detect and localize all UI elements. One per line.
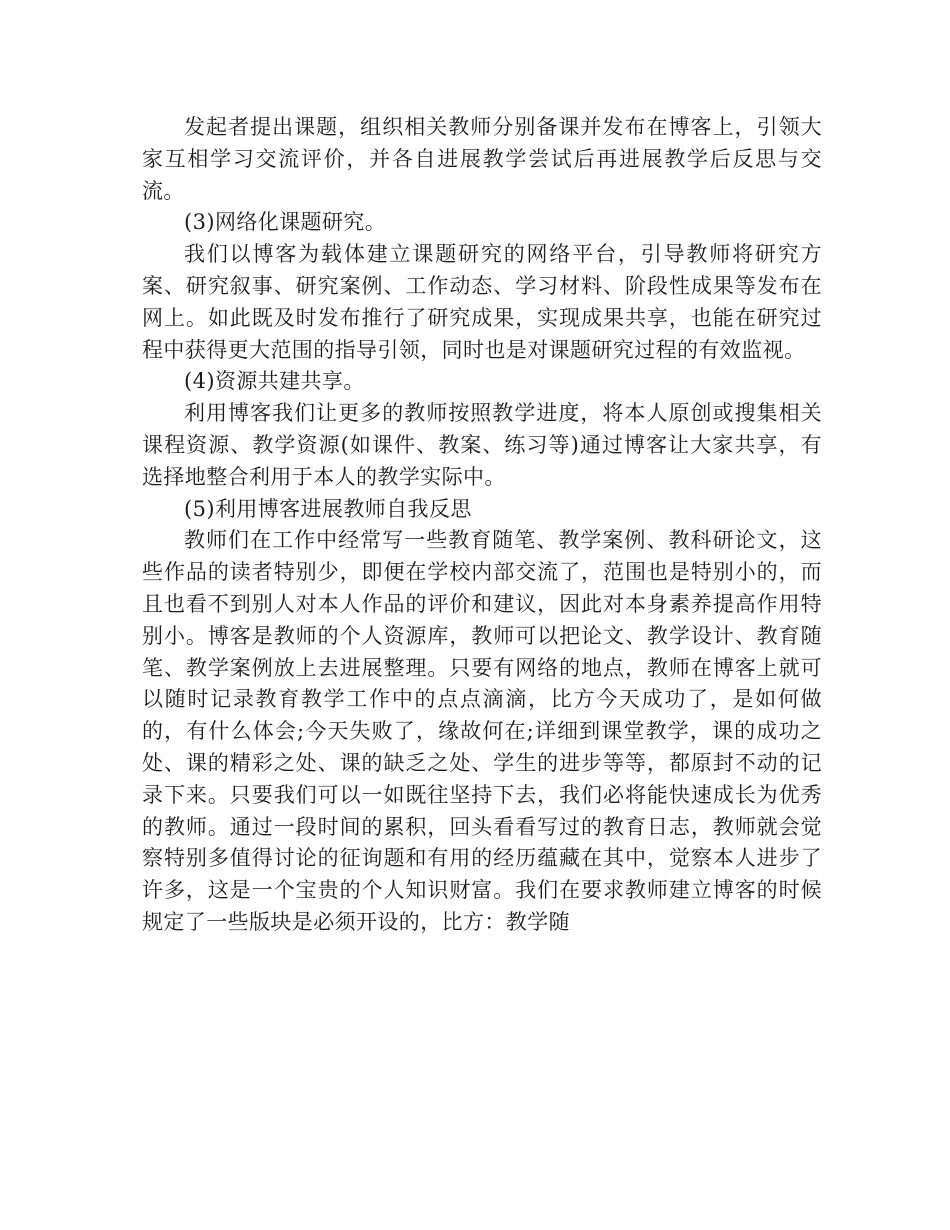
section-heading-3: (3)网络化课题研究。 [184,210,387,235]
paragraph-resources: 利用博客我们让更多的教师按照教学进度，将本人原创或搜集相关课程资源、教学资源(如课件、教案、练习等)通过博客让大家共享，有选择地整合利用于本人的教学实际中。 [142,401,822,489]
paragraph-reflection: 教师们在工作中经常写一些教育随笔、教学案例、教科研论文，这些作品的读者特别少，即便在学校内部交流了，范围也是特别小的，而且也看不到别人对本人作品的评价和建议，因此对本身素养提高作用特别小。博客是教师的个人资源库，教师可以把论文、教学设计、教育随笔、教学案例放上去进展整理。只要有网络的地点，教师在博客上就可以随时记录教育教学工作中的点点滴滴，比方今天成功了，是如何做的，有什么体会;今天失败了，缘故何在;详细到课堂教学，课的成功之处、课的精彩之处、课的缺乏之处、学生的进步等等，都原封不动的记录下来。只要我们可以一如既往坚持下去，我们必将能快速成长为优秀的教师。通过一段时间的累积，回头看看写过的教育日志，教师就会觉察特别多值得讨论的征询题和有用的经历蕴藏在其中，觉察本人进步了许多，这是一个宝贵的个人知识财富。我们在要求教师建立博客的时候规定了一些版块是必须开设的，比方：教学随 [142,528,822,934]
section-heading-5: (5)利用博客进展教师自我反思 [184,496,472,521]
paragraph-continuation: 发起者提出课题，组织相关教师分别备课并发布在博客上，引领大家互相学习交流评价，并各自进展教学尝试后再进展教学后反思与交流。 [142,115,822,203]
section-heading-4: (4)资源共建共享。 [184,369,365,394]
document-body [142,112,822,939]
paragraph-research: 我们以博客为载体建立课题研究的网络平台，引导教师将研究方案、研究叙事、研究案例、工作动态、学习材料、阶段性成果等发布在网上。如此既及时发布推行了研究成果，实现成果共享，也能在研究过程中获得更大范围的指导引领，同时也是对课题研究过程的有效监视。 [142,242,822,362]
